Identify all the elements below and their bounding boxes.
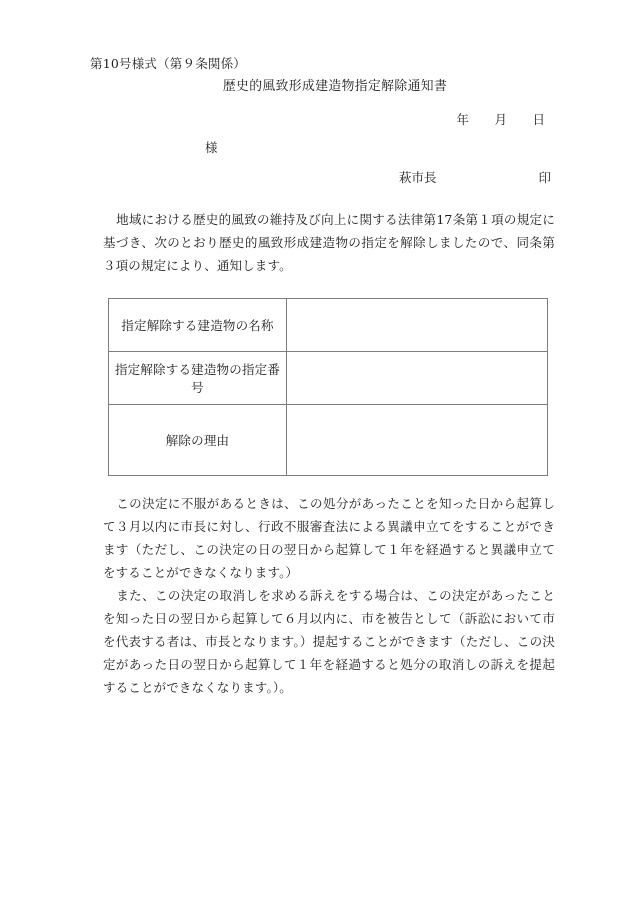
document-title: 歴史的風致形成建造物指定解除通知書 [222,79,448,94]
table-label-building-name: 指定解除する建造物の名称 [109,299,287,352]
month-label: 月 [494,112,508,127]
form-number: 第10号様式（第９条関係） [90,56,247,71]
year-label: 年 [456,112,470,127]
signer-name: 萩市長 [399,170,437,185]
table-label-designation-number: 指定解除する建造物の指定番号 [109,352,287,405]
table-value-building-name[interactable] [287,299,548,352]
table-row [109,352,548,405]
table-row [109,299,548,352]
intro-paragraph [103,208,555,277]
appeal-paragraph-1 [103,492,555,584]
appeal-paragraph-2-text: また、この決定の取消しを求める訴えをする場合は、この決定があったことを知った日の翌日から起算して６月以内に、市を被告として（訴訟において市を代表する者は、市長となります。）提起することができます（ただし、この決定があった日の翌日から起算して１年を経過すると処分の取消しの訴えを提起することができなくなります。）。 [103,588,555,695]
appeal-paragraph-1-text: この決定に不服があるときは、この処分があったことを知った日から起算して３月以内に市長に対し、行政不服審査法による異議申立てをすることができます（ただし、この決定の日の翌日から起算して１年を経過すると異議申立てをすることができなくなります。） [103,496,555,580]
designation-cancellation-table [108,298,548,476]
day-label: 日 [532,112,545,127]
table-value-designation-number[interactable] [287,352,548,405]
appeal-paragraph-2 [103,584,555,699]
signer-line [399,168,551,186]
addressee-honorific: 様 [205,140,218,155]
seal-icon: 印 [538,170,552,185]
table-value-reason[interactable] [287,405,548,476]
table-row [109,405,548,476]
table-label-reason: 解除の理由 [109,405,287,476]
date-line [457,110,545,128]
intro-paragraph-text: 地域における歴史的風致の維持及び向上に関する法律第17条第１項の規定に基づき、次のとおり歴史的風致形成建造物の指定を解除しましたので、同条第３項の規定により、通知します。 [103,212,555,273]
